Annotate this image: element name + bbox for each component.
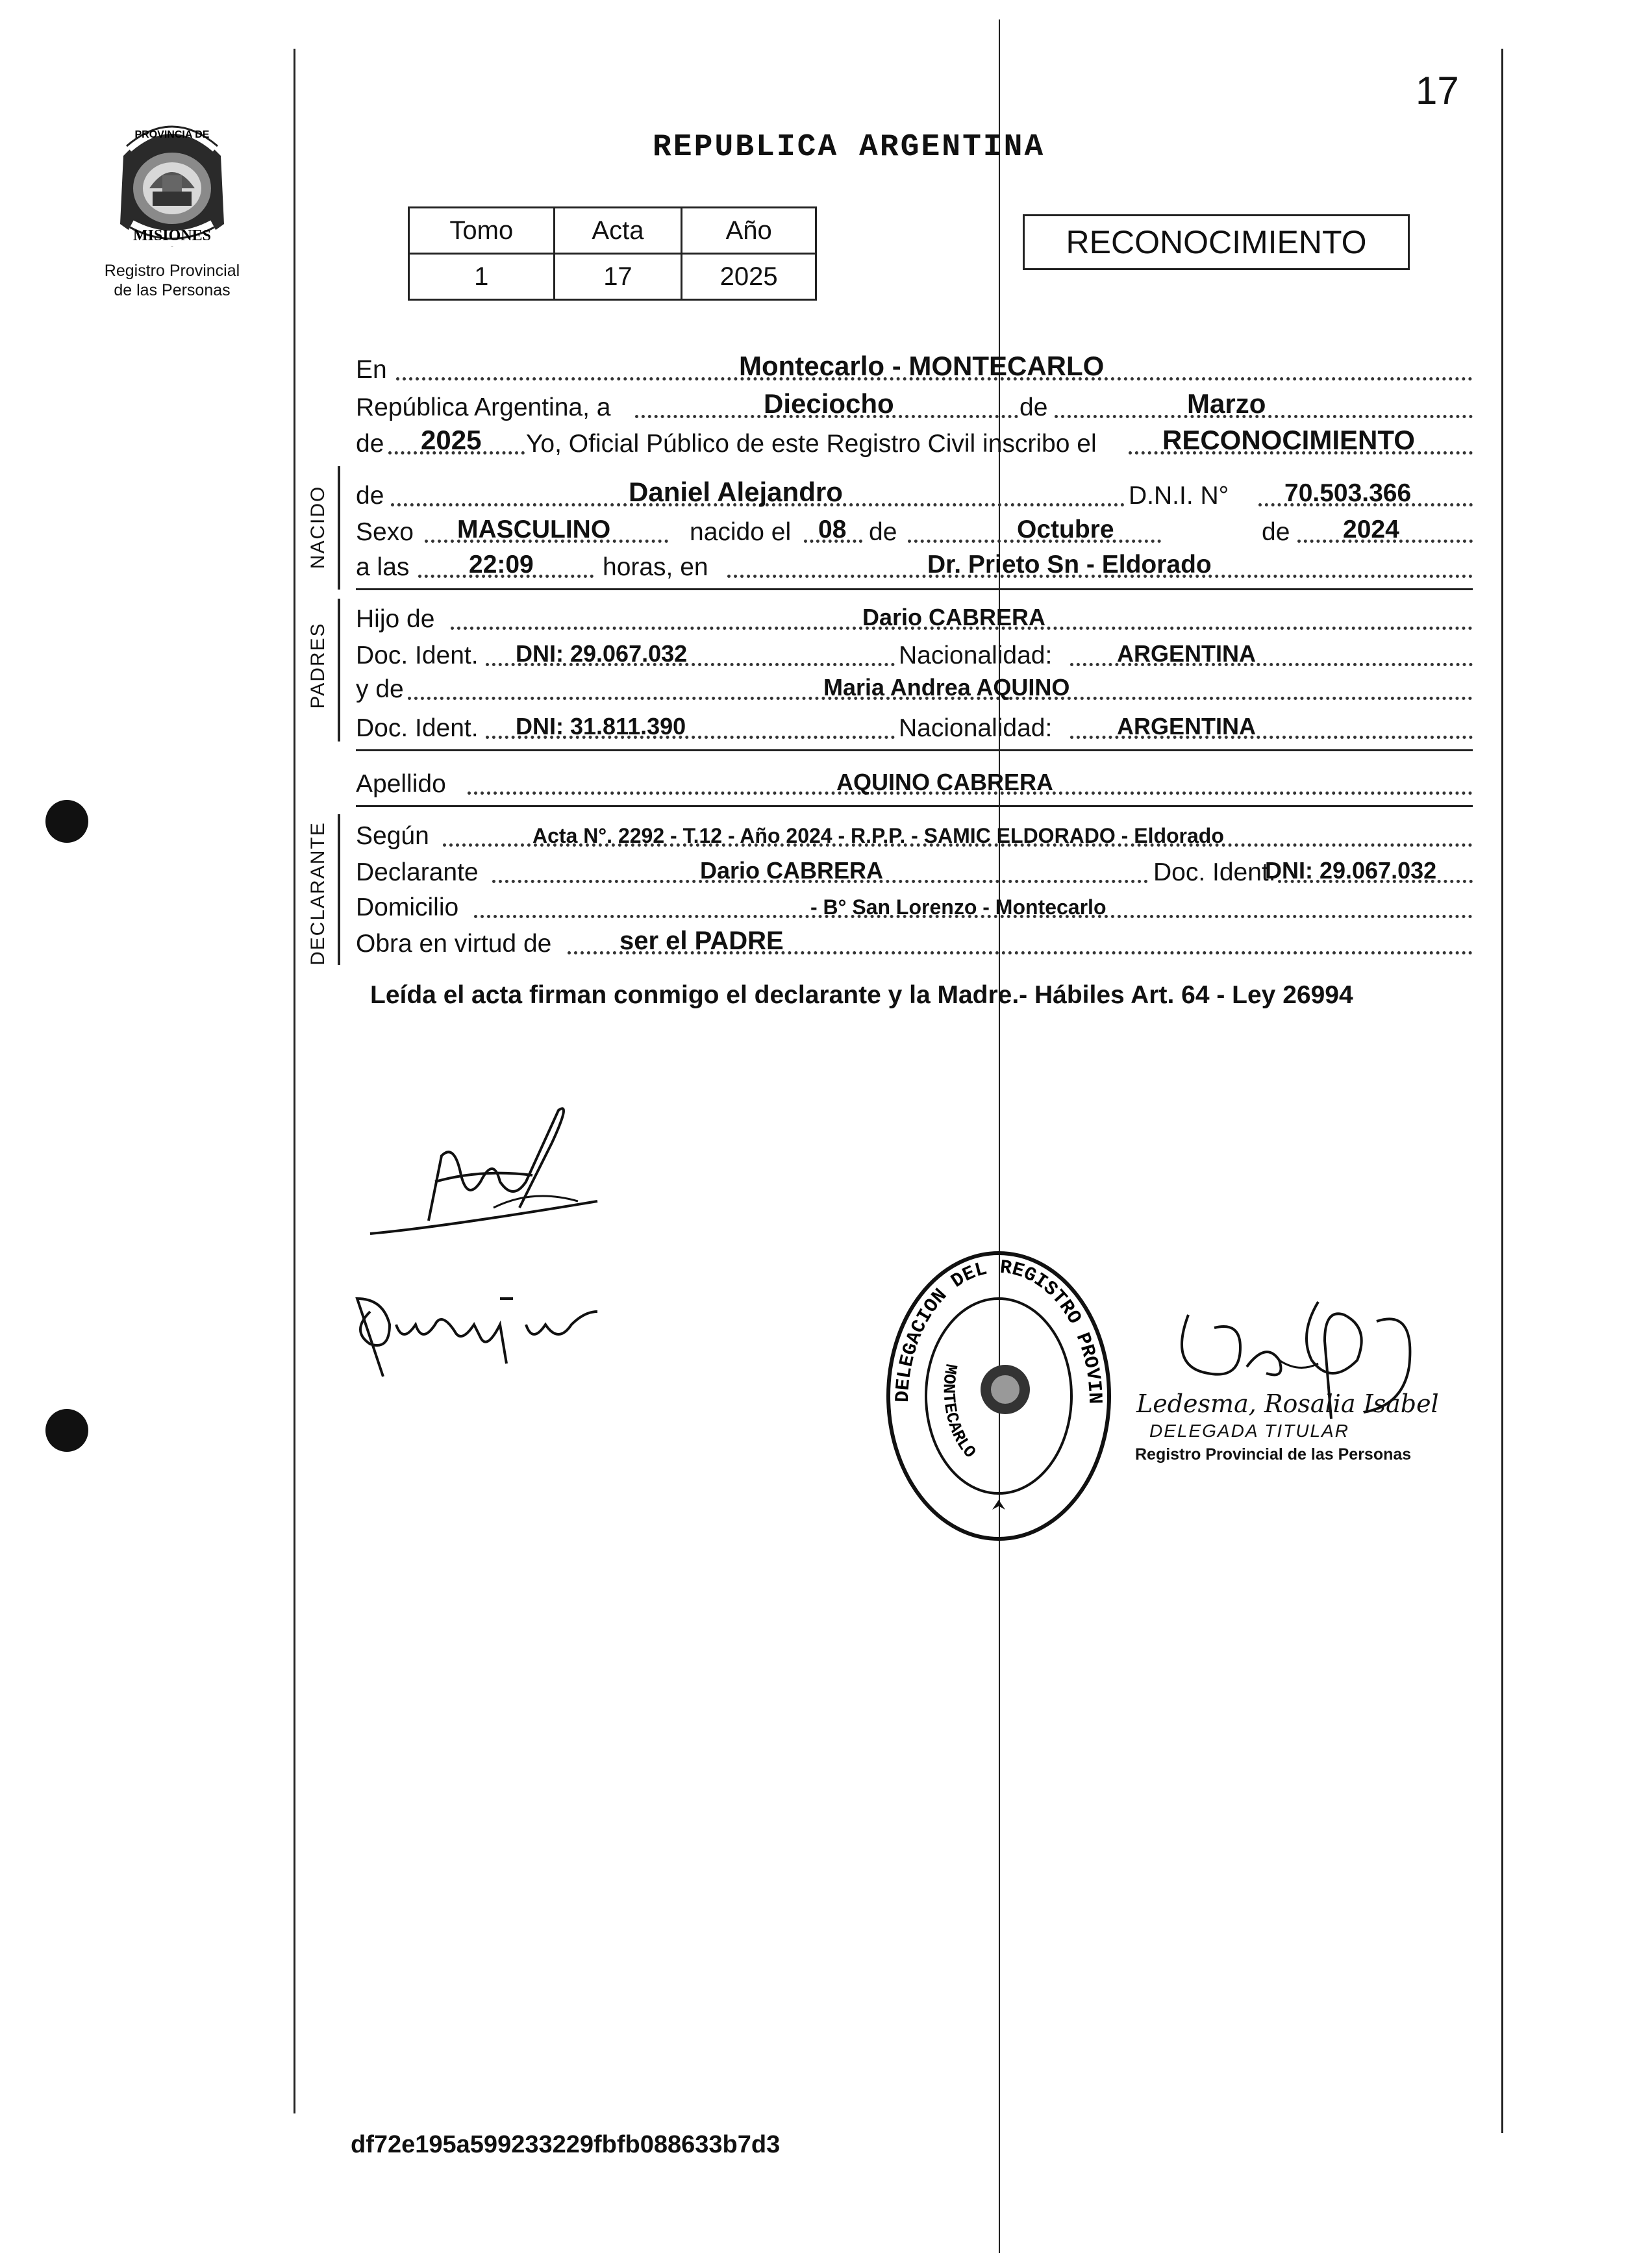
document-title: REPUBLICA ARGENTINA <box>653 130 1045 165</box>
section-bracket-nacido <box>338 466 340 590</box>
record-header-acta: Acta <box>554 208 682 254</box>
logo-text-top: PROVINCIA DE <box>134 129 210 140</box>
value-declarante-doc: DNI: 29.067.032 <box>1265 857 1437 884</box>
value-nac-anio: 2024 <box>1343 516 1399 543</box>
label-declarante: Declarante <box>356 858 479 886</box>
section-label-declarante: DECLARANTE <box>307 821 329 966</box>
value-dni: 70.503.366 <box>1284 479 1412 507</box>
label-de-anio-nac: de <box>1262 518 1290 546</box>
act-type-box: RECONOCIMIENTO <box>1023 214 1410 270</box>
row-nombre <box>356 475 1473 512</box>
right-margin-line <box>1501 49 1503 2133</box>
row-padre-doc <box>356 635 1473 671</box>
document-hash: df72e195a599233229fbfb088633b7d3 <box>351 2131 781 2158</box>
value-domicilio: - B° San Lorenzo - Montecarlo <box>810 895 1107 919</box>
label-doc-ident-madre: Doc. Ident. <box>356 714 479 742</box>
row-declarante <box>356 852 1473 888</box>
label-de-anio: de <box>356 430 384 458</box>
label-apellido: Apellido <box>356 770 446 798</box>
value-dia: Dieciocho <box>764 388 894 419</box>
value-madre-nac: ARGENTINA <box>1117 713 1256 740</box>
row-nacimiento <box>356 512 1473 548</box>
label-doc-ident-declarante: Doc. Ident. <box>1153 858 1276 886</box>
value-tipo: RECONOCIMIENTO <box>1162 425 1415 455</box>
record-header-tomo: Tomo <box>409 208 555 254</box>
row-segun <box>356 816 1473 852</box>
value-lugar: Montecarlo - MONTECARLO <box>739 351 1105 381</box>
left-margin-line <box>294 49 295 2113</box>
svg-text:MONTECARLO <box>939 1362 980 1462</box>
row-padre <box>356 599 1473 635</box>
label-a-las: a las <box>356 553 410 581</box>
value-nombre: Daniel Alejandro <box>629 477 843 507</box>
value-madre: Maria Andrea AQUINO <box>823 674 1070 701</box>
row-domicilio <box>356 887 1473 923</box>
section-bracket-declarante <box>338 814 340 965</box>
label-horas-en: horas, en <box>603 553 708 581</box>
section-divider <box>356 749 1473 751</box>
record-value-anio: 2025 <box>682 254 816 300</box>
official-name: Ledesma, Rosalia Isabel <box>1136 1389 1439 1418</box>
section-divider <box>356 588 1473 590</box>
value-nac-mes: Octubre <box>1017 516 1114 543</box>
value-nac-dia: 08 <box>818 516 847 543</box>
record-table <box>408 206 817 301</box>
section-bracket-padres <box>338 599 340 741</box>
label-yo-oficial: Yo, Oficial Público de este Registro Civil inscribo el <box>526 430 1097 458</box>
logo-caption-line2: de las Personas <box>114 281 231 299</box>
value-segun: Acta N°. 2292 - T.12 - Año 2024 - R.P.P. - SAMIC ELDORADO - Eldorado <box>532 824 1224 847</box>
official-registry: Registro Provincial de las Personas <box>1135 1445 1412 1464</box>
label-nacionalidad-madre: Nacionalidad: <box>899 714 1053 742</box>
row-obra <box>356 923 1473 960</box>
value-obra: ser el PADRE <box>619 927 784 955</box>
label-doc-ident: Doc. Ident. <box>356 642 479 669</box>
label-nacido-el: nacido el <box>690 518 792 546</box>
record-value-acta: 17 <box>554 254 682 300</box>
logo-text-bottom: MISIONES <box>132 227 212 244</box>
value-padre-nac: ARGENTINA <box>1117 640 1256 667</box>
row-apellido <box>356 764 1473 800</box>
record-value-tomo: 1 <box>409 254 555 300</box>
mother-signature <box>344 1273 617 1383</box>
row-madre <box>356 669 1473 705</box>
row-fecha <box>356 387 1473 423</box>
label-dni: D.N.I. N° <box>1129 482 1229 510</box>
value-padre: Dario CABRERA <box>862 604 1046 630</box>
logo-caption <box>75 261 269 300</box>
record-table-value-row <box>409 254 816 300</box>
official-signature-block <box>1123 1389 1461 1464</box>
value-lugar-nac: Dr. Prieto Sn - Eldorado <box>927 551 1212 579</box>
value-padre-doc: DNI: 29.067.032 <box>516 640 688 667</box>
value-hora: 22:09 <box>469 551 534 579</box>
logo-caption-line1: Registro Provincial <box>104 262 240 280</box>
label-de-mes: de <box>1019 393 1048 421</box>
value-mes: Marzo <box>1187 388 1266 419</box>
label-domicilio: Domicilio <box>356 893 459 921</box>
value-apellido: AQUINO CABRERA <box>836 769 1054 795</box>
label-sexo: Sexo <box>356 518 414 546</box>
label-en: En <box>356 356 387 384</box>
declarant-signature <box>364 1104 623 1253</box>
label-segun: Según <box>356 822 429 850</box>
official-role: DELEGADA TITULAR <box>1149 1421 1349 1441</box>
record-header-anio: Año <box>682 208 816 254</box>
label-y-de: y de <box>356 675 404 703</box>
label-republica: República Argentina, a <box>356 393 611 421</box>
label-nacionalidad: Nacionalidad: <box>899 642 1053 669</box>
label-hijo-de: Hijo de <box>356 605 435 633</box>
stamp-outer-text: DELEGACION DEL REGISTRO PROVIN <box>892 1256 1106 1404</box>
stamp-inner-text: MONTECARLO <box>938 1362 980 1462</box>
section-label-nacido: NACIDO <box>307 485 329 569</box>
closing-statement: Leída el acta firman conmigo el declarante y la Madre.- Hábiles Art. 64 - Ley 26994 <box>370 981 1353 1009</box>
registry-stamp <box>882 1247 1116 1545</box>
label-obra: Obra en virtud de <box>356 930 552 958</box>
record-table-header-row <box>409 208 816 254</box>
section-label-padres: PADRES <box>307 622 329 709</box>
row-hora-lugar <box>356 547 1473 583</box>
section-divider <box>356 805 1473 807</box>
label-de-nombre: de <box>356 482 384 510</box>
province-coat-of-arms-logo <box>97 110 247 260</box>
row-lugar <box>356 349 1473 386</box>
value-madre-doc: DNI: 31.811.390 <box>516 713 686 740</box>
value-anio: 2025 <box>421 425 482 455</box>
page-number: 17 <box>1416 69 1459 112</box>
value-declarante: Dario CABRERA <box>700 857 884 884</box>
value-sexo: MASCULINO <box>457 516 611 543</box>
punch-hole <box>45 1409 88 1452</box>
label-de-mes-nac: de <box>869 518 897 546</box>
row-madre-doc <box>356 708 1473 744</box>
punch-hole <box>45 800 88 843</box>
row-inscripcion <box>356 423 1473 460</box>
